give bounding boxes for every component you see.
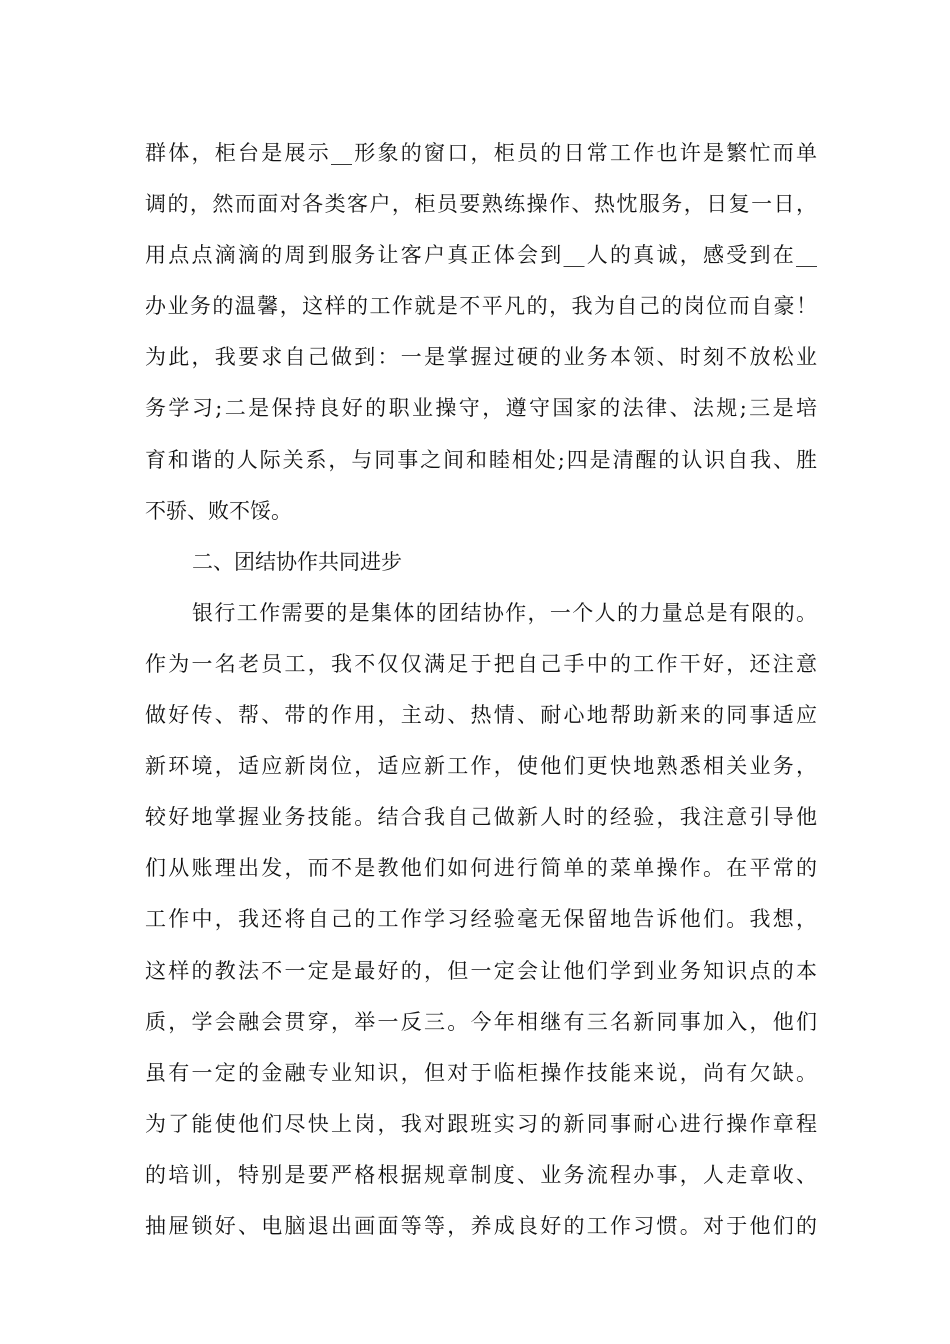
text-line: 调的，然而面对各类客户，柜员要熟练操作、热忱服务，日复一日， <box>145 192 817 217</box>
text-line: 不骄、败不馁。 <box>145 498 292 523</box>
text-line: 的培训，特别是要严格根据规章制度、业务流程办事，人走章收、 <box>145 1162 817 1187</box>
paragraph-first-line: 银行工作需要的是集体的团结协作，一个人的力量总是有限的。 <box>192 600 817 625</box>
text-line: 育和谐的人际关系，与同事之间和睦相处;四是清醒的认识自我、胜 <box>145 447 817 472</box>
body-text <box>145 128 817 1252</box>
text-line: 用点点滴滴的周到服务让客户真正体会到__人的真诚，感受到在__ <box>145 243 817 268</box>
text-line: 新环境，适应新岗位，适应新工作，使他们更快地熟悉相关业务， <box>145 754 817 779</box>
text-line: 群体，柜台是展示__形象的窗口，柜员的日常工作也许是繁忙而单 <box>145 141 817 165</box>
text-line: 这样的教法不一定是最好的，但一定会让他们学到业务知识点的本 <box>145 958 817 983</box>
text-line: 质，学会融会贯穿，举一反三。今年相继有三名新同事加入，他们 <box>145 1009 817 1034</box>
text-line: 较好地掌握业务技能。结合我自己做新人时的经验，我注意引导他 <box>145 805 817 830</box>
text-line: 办业务的温馨，这样的工作就是不平凡的，我为自己的岗位而自豪！ <box>145 294 817 319</box>
section-heading: 二、团结协作共同进步 <box>192 549 402 574</box>
text-line: 作为一名老员工，我不仅仅满足于把自己手中的工作干好，还注意 <box>145 651 817 676</box>
text-line: 为了能使他们尽快上岗，我对跟班实习的新同事耐心进行操作章程 <box>145 1111 817 1136</box>
text-line: 们从账理出发，而不是教他们如何进行简单的菜单操作。在平常的 <box>145 856 817 881</box>
text-line: 为此，我要求自己做到：一是掌握过硬的业务本领、时刻不放松业 <box>145 345 817 370</box>
text-line: 务学习;二是保持良好的职业操守，遵守国家的法律、法规;三是培 <box>145 396 817 421</box>
text-line: 工作中，我还将自己的工作学习经验毫无保留地告诉他们。我想， <box>145 907 817 932</box>
text-line: 虽有一定的金融专业知识，但对于临柜操作技能来说，尚有欠缺。 <box>145 1060 817 1085</box>
text-line: 做好传、帮、带的作用，主动、热情、耐心地帮助新来的同事适应 <box>145 703 817 728</box>
text-line: 抽屉锁好、电脑退出画面等等，养成良好的工作习惯。对于他们的 <box>145 1213 817 1238</box>
